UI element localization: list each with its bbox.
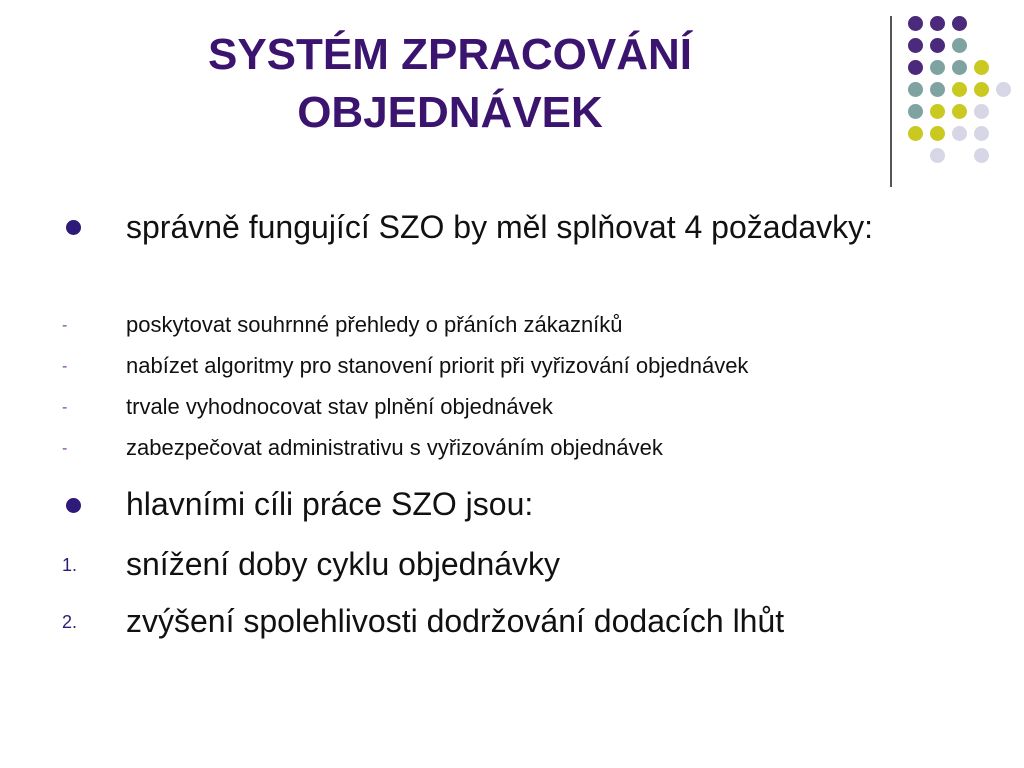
decorative-dot [952, 82, 967, 97]
bullet-disc [66, 220, 81, 235]
bullet-item: hlavními cíli práce SZO jsou: [126, 486, 534, 522]
decorative-dot [974, 148, 989, 163]
decorative-dot [952, 126, 967, 141]
decorative-dot [974, 60, 989, 75]
dash-marker: - [62, 317, 68, 334]
numbered-item: snížení doby cyklu objednávky [126, 546, 561, 582]
numbered-item: zvýšení spolehlivosti dodržování dodacích lhůt [126, 603, 785, 639]
decorative-dot [930, 104, 945, 119]
decorative-dot [930, 16, 945, 31]
number-marker: 1. [62, 555, 78, 575]
decorative-dot [908, 60, 923, 75]
sub-item: poskytovat souhrnné přehledy o přáních zákazníků [126, 312, 623, 337]
decorative-dot [974, 104, 989, 119]
decorative-dot [952, 60, 967, 75]
title-line-2: OBJEDNÁVEK [297, 88, 603, 137]
decorative-dot [930, 60, 945, 75]
decorative-dot [908, 126, 923, 141]
decorative-dot [974, 126, 989, 141]
dash-marker: - [62, 358, 68, 375]
decorative-dot [908, 16, 923, 31]
decorative-dot [930, 126, 945, 141]
sub-item: trvale vyhodnocovat stav plnění objednávek [126, 394, 553, 419]
bullet-item: správně fungující SZO by měl splňovat 4 požadavky: [126, 209, 874, 245]
dash-marker: - [62, 440, 68, 457]
decorative-dot [974, 82, 989, 97]
sub-item: zabezpečovat administrativu s vyřizováním objednávek [126, 435, 663, 460]
decorative-dot [930, 82, 945, 97]
decorative-dot [908, 104, 923, 119]
decorative-dot [996, 82, 1011, 97]
decorative-dot [952, 38, 967, 53]
decorative-dot [952, 16, 967, 31]
decorative-dot [908, 38, 923, 53]
number-marker: 2. [62, 612, 78, 632]
decorative-dot [908, 82, 923, 97]
decorative-dot [952, 104, 967, 119]
decorative-dot-grid [0, 0, 1024, 200]
sub-item: nabízet algoritmy pro stanovení priorit při vyřizování objednávek [126, 353, 749, 378]
bullet-disc [66, 498, 81, 513]
dash-marker: - [62, 399, 68, 416]
decorative-dot [930, 148, 945, 163]
title-line-1: SYSTÉM ZPRACOVÁNÍ [207, 30, 693, 79]
decorative-dot [930, 38, 945, 53]
